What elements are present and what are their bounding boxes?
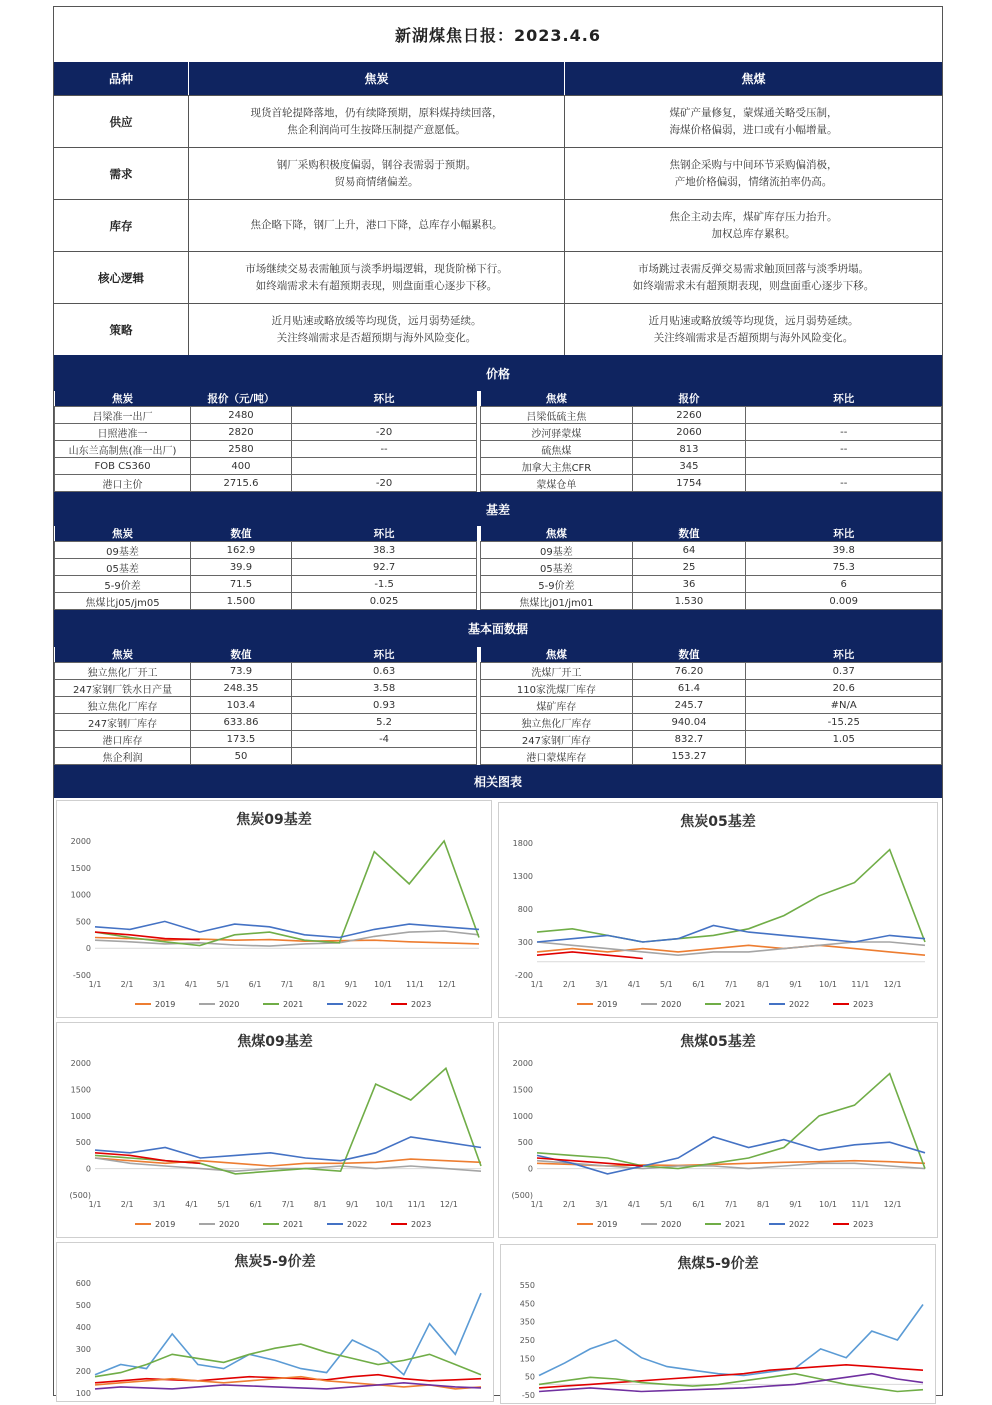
table-row (55, 748, 942, 765)
table-cell: 247家钢厂铁水日产量 (55, 680, 191, 697)
x-tick-label: 12/1 (439, 1200, 458, 1209)
table-row (55, 731, 942, 748)
x-tick-label: 9/1 (344, 980, 358, 989)
table-cell: 港口主价 (55, 475, 191, 492)
series-line (95, 841, 479, 946)
y-tick-label: -500 (72, 971, 91, 980)
table-cell: 吕梁低硫主焦 (481, 407, 632, 424)
basis-header-cell: 焦炭 (55, 526, 191, 542)
fundamentals-header-cell: 数值 (632, 647, 746, 663)
x-tick-label: 5/1 (217, 1200, 231, 1209)
charts-section-title: 相关图表 (54, 765, 942, 798)
basis-header-cell: 环比 (746, 526, 942, 542)
fundamentals-header-cell: 环比 (746, 647, 942, 663)
x-tick-label: 3/1 (595, 1200, 609, 1209)
line-chart (499, 803, 939, 1019)
series-line (95, 1137, 481, 1161)
table-cell: 162.9 (191, 542, 292, 559)
price-table (54, 391, 942, 492)
y-tick-label: 200 (75, 1367, 91, 1376)
table-cell: 洗煤厂开工 (481, 663, 632, 680)
table-cell: 日照港准一 (55, 424, 191, 441)
legend-label: 2019 (155, 1220, 176, 1229)
y-tick-label: 500 (75, 1301, 91, 1310)
y-tick-label: 1500 (70, 1085, 91, 1095)
table-cell: 煤矿库存 (481, 697, 632, 714)
y-tick-label: 0 (85, 944, 91, 954)
legend-label: 2019 (155, 1000, 176, 1009)
y-tick-label: 800 (517, 905, 533, 914)
table-cell: 64 (632, 542, 746, 559)
x-tick-label: 7/1 (281, 1200, 295, 1209)
chart-title: 焦煤5-9价差 (677, 1256, 759, 1272)
x-tick-label: 8/1 (312, 980, 326, 989)
y-tick-label: 1800 (512, 839, 533, 848)
fundamentals-header-cell: 数值 (191, 647, 292, 663)
table-cell: 39.9 (191, 559, 292, 576)
table-cell: 焦企利润 (55, 748, 191, 765)
chart-title: 焦煤09基差 (237, 1034, 313, 1050)
table-cell: 2715.6 (191, 475, 292, 492)
table-cell: 焦煤比j01/jm01 (481, 593, 632, 610)
table-cell (746, 458, 942, 475)
price-section-title: 价格 (54, 355, 942, 391)
y-tick-label: 600 (75, 1279, 91, 1288)
chart-panel (498, 802, 938, 1018)
legend-label: 2023 (411, 1000, 432, 1009)
table-cell: 2820 (191, 424, 292, 441)
summary-row (54, 147, 942, 199)
table-cell: 09基差 (481, 542, 632, 559)
table-cell: 103.4 (191, 697, 292, 714)
y-tick-label: 1500 (70, 863, 91, 873)
table-cell: -4 (291, 731, 476, 748)
table-cell: 3.58 (291, 680, 476, 697)
table-cell: -15.25 (746, 714, 942, 731)
table-cell: 1.05 (746, 731, 942, 748)
x-tick-label: 1/1 (530, 1200, 544, 1209)
fundamentals-header-cell: 环比 (291, 647, 476, 663)
x-tick-label: 1/1 (88, 980, 102, 989)
y-tick-label: 2000 (70, 837, 91, 846)
summary-row-label: 策略 (54, 304, 189, 355)
summary-row (54, 199, 942, 251)
y-tick-label: 350 (519, 1317, 535, 1327)
table-cell (291, 407, 476, 424)
table-row (55, 424, 942, 441)
table-cell: 76.20 (632, 663, 746, 680)
x-tick-label: 11/1 (851, 1200, 870, 1209)
x-tick-label: 6/1 (692, 980, 706, 989)
legend-label: 2019 (597, 1000, 618, 1009)
table-cell: -20 (291, 424, 476, 441)
table-cell: 1.530 (632, 593, 746, 610)
chart-panel (56, 800, 492, 1018)
chart-panel (56, 1022, 494, 1238)
y-tick-label: (500) (69, 1191, 91, 1200)
table-cell: 633.86 (191, 714, 292, 731)
y-tick-label: (500) (511, 1191, 533, 1200)
table-cell: 153.27 (632, 748, 746, 765)
legend-label: 2023 (411, 1220, 432, 1229)
table-cell: FOB CS360 (55, 458, 191, 475)
table-cell: 247家钢厂库存 (481, 731, 632, 748)
table-cell: -1.5 (291, 576, 476, 593)
y-tick-label: 100 (75, 1389, 91, 1398)
y-tick-label: 2000 (512, 1059, 533, 1068)
price-header-cell: 焦炭 (55, 391, 191, 407)
table-row (55, 559, 942, 576)
summary-row-label: 核心逻辑 (54, 252, 189, 303)
x-tick-label: 8/1 (313, 1200, 327, 1209)
y-tick-label: 500 (75, 1138, 91, 1148)
table-cell (746, 407, 942, 424)
y-tick-label: 1000 (70, 890, 91, 900)
table-row (55, 458, 942, 475)
x-tick-label: 10/1 (375, 1200, 394, 1209)
x-tick-label: 8/1 (756, 1200, 770, 1209)
summary-header (54, 62, 942, 95)
price-header-cell: 焦煤 (481, 391, 632, 407)
basis-header-cell: 焦煤 (481, 526, 632, 542)
y-tick-label: 250 (519, 1336, 535, 1345)
x-tick-label: 11/1 (406, 980, 424, 989)
table-cell: 加拿大主焦CFR (481, 458, 632, 475)
series-line (539, 1305, 923, 1376)
legend-label: 2021 (283, 1220, 304, 1229)
legend-label: 2020 (219, 1000, 240, 1009)
table-cell: 5-9价差 (481, 576, 632, 593)
y-tick-label: 1000 (70, 1111, 91, 1121)
table-cell: -- (746, 441, 942, 458)
table-cell: #N/A (746, 697, 942, 714)
table-row (55, 441, 942, 458)
y-tick-label: 50 (524, 1372, 535, 1382)
legend-label: 2021 (725, 1220, 746, 1229)
summary-coal-text: 市场跳过表需反弹交易需求触顶回落与淡季坍塌。 如终端需求未有超预期表现，则盘面重心逐步下移。 (632, 262, 875, 292)
table-cell: 独立焦化厂库存 (481, 714, 632, 731)
y-tick-label: 150 (519, 1354, 535, 1364)
series-line (537, 1074, 925, 1169)
fundamentals-header-cell: 焦炭 (55, 647, 191, 663)
series-line (537, 952, 643, 959)
basis-header-row (55, 526, 942, 542)
x-tick-label: 9/1 (789, 1200, 803, 1209)
basis-section-title: 基差 (54, 492, 942, 526)
table-cell: 940.04 (632, 714, 746, 731)
table-cell: -- (746, 424, 942, 441)
y-tick-label: 2000 (70, 1059, 91, 1068)
basis-header-cell: 环比 (291, 526, 476, 542)
table-cell: 5-9价差 (55, 576, 191, 593)
x-tick-label: 7/1 (724, 1200, 738, 1209)
x-tick-label: 11/1 (851, 980, 870, 989)
x-tick-label: 4/1 (185, 1200, 198, 1209)
table-cell: 20.6 (746, 680, 942, 697)
x-tick-label: 6/1 (692, 1200, 706, 1209)
table-cell: 173.5 (191, 731, 292, 748)
table-row (55, 593, 942, 610)
table-row (55, 714, 942, 731)
x-tick-label: 3/1 (152, 980, 166, 989)
x-tick-label: 1/1 (88, 1200, 102, 1209)
legend-label: 2021 (725, 1000, 746, 1009)
x-tick-label: 2/1 (120, 980, 134, 989)
chart-title: 焦煤05基差 (680, 1034, 756, 1050)
basis-header-cell: 数值 (632, 526, 746, 542)
x-tick-label: 4/1 (627, 980, 641, 989)
x-tick-label: 10/1 (374, 980, 392, 989)
summary-coke-text: 近月贴速或略放缓等均现货，远月弱势延续。 关注终端需求是否超预期与海外风险变化。 (189, 304, 565, 355)
x-tick-label: 12/1 (438, 980, 456, 989)
table-cell: 5.2 (291, 714, 476, 731)
price-header-cell: 环比 (291, 391, 476, 407)
fundamentals-header-cell: 焦煤 (481, 647, 632, 663)
legend-label: 2019 (597, 1220, 618, 1229)
chart-title: 焦炭5-9价差 (234, 1254, 316, 1270)
table-cell: 1754 (632, 475, 746, 492)
table-row (55, 680, 942, 697)
legend-label: 2022 (347, 1220, 368, 1229)
summary-coke-text: 现货首轮提降落地，仍有续降预期，原料煤持续回落， 焦企利润尚可生按降压制提产意愿低。 (189, 96, 565, 147)
basis-table (54, 526, 942, 610)
table-cell: 0.93 (291, 697, 476, 714)
y-tick-label: 550 (519, 1281, 535, 1290)
table-row (55, 697, 942, 714)
summary-row-label: 供应 (54, 96, 189, 147)
table-cell: 0.63 (291, 663, 476, 680)
table-cell: 2480 (191, 407, 292, 424)
price-header-cell: 报价 (632, 391, 746, 407)
chart-panel (56, 1242, 494, 1402)
summary-row-label: 库存 (54, 200, 189, 251)
price-header-cell: 报价（元/吨） (191, 391, 292, 407)
summary-header-coke: 焦炭 (189, 62, 565, 95)
legend-label: 2020 (661, 1000, 682, 1009)
y-tick-label: 450 (519, 1299, 535, 1309)
table-row (55, 576, 942, 593)
table-cell: -20 (291, 475, 476, 492)
x-tick-label: 6/1 (249, 1200, 263, 1209)
table-cell: 36 (632, 576, 746, 593)
legend-label: 2020 (219, 1220, 240, 1229)
x-tick-label: 5/1 (659, 980, 673, 989)
chart-title: 焦炭09基差 (236, 812, 312, 828)
x-tick-label: 10/1 (819, 980, 837, 989)
fundamentals-table (54, 647, 942, 765)
legend-label: 2023 (853, 1220, 874, 1229)
legend-label: 2021 (283, 1000, 304, 1009)
table-cell: 39.8 (746, 542, 942, 559)
report-title: 新湖煤焦日报：2023.4.6 (395, 26, 601, 45)
table-cell: 0.37 (746, 663, 942, 680)
table-cell: 245.7 (632, 697, 746, 714)
report-frame (53, 6, 943, 1400)
summary-coke-text: 焦企略下降，钢厂上升，港口下降，总库存小幅累积。 (189, 200, 565, 251)
charts-area (54, 798, 942, 1400)
table-cell: 0.009 (746, 593, 942, 610)
table-cell: -- (291, 441, 476, 458)
table-cell: 独立焦化厂开工 (55, 663, 191, 680)
table-cell: 沙河驿蒙煤 (481, 424, 632, 441)
x-tick-label: 11/1 (407, 1200, 426, 1209)
y-tick-label: 500 (75, 917, 91, 927)
series-line (537, 942, 925, 955)
x-tick-label: 3/1 (595, 980, 609, 989)
table-cell: 832.7 (632, 731, 746, 748)
table-cell: 248.35 (191, 680, 292, 697)
chart-panel (500, 1244, 936, 1404)
table-cell: 焦煤比j05/jm05 (55, 593, 191, 610)
legend-label: 2022 (347, 1000, 368, 1009)
table-cell: 38.3 (291, 542, 476, 559)
x-tick-label: 2/1 (120, 1200, 134, 1209)
line-chart (499, 1023, 939, 1239)
summary-row (54, 251, 942, 303)
summary-row (54, 95, 942, 147)
x-tick-label: 9/1 (345, 1200, 359, 1209)
x-tick-label: 4/1 (627, 1200, 641, 1209)
table-cell: 110家洗煤厂库存 (481, 680, 632, 697)
price-header-row (55, 391, 942, 407)
basis-header-cell: 数值 (191, 526, 292, 542)
line-chart (57, 801, 493, 1019)
chart-title: 焦炭05基差 (680, 814, 756, 830)
table-cell: 247家钢厂库存 (55, 714, 191, 731)
table-cell: 25 (632, 559, 746, 576)
y-tick-label: -50 (521, 1391, 535, 1400)
line-chart (57, 1023, 495, 1239)
summary-row (54, 303, 942, 355)
x-tick-label: 5/1 (216, 980, 230, 989)
y-tick-label: 0 (85, 1164, 91, 1174)
y-tick-label: -200 (514, 971, 533, 980)
fundamentals-section-title: 基本面数据 (54, 610, 942, 647)
x-tick-label: 10/1 (819, 1200, 837, 1209)
y-tick-label: 400 (75, 1323, 91, 1332)
x-tick-label: 2/1 (562, 980, 576, 989)
x-tick-label: 2/1 (562, 1200, 576, 1209)
table-cell: 2580 (191, 441, 292, 458)
x-tick-label: 12/1 (883, 980, 902, 989)
table-cell: 港口蒙煤库存 (481, 748, 632, 765)
table-cell: 05基差 (55, 559, 191, 576)
table-cell: 吕梁准一出厂 (55, 407, 191, 424)
table-row (55, 407, 942, 424)
y-tick-label: 1300 (512, 872, 533, 881)
table-cell: 71.5 (191, 576, 292, 593)
y-tick-label: 1000 (512, 1111, 533, 1121)
series-line (95, 921, 479, 937)
x-tick-label: 8/1 (756, 980, 770, 989)
summary-coal-text: 煤矿产量修复，蒙煤通关略受压制， 海煤价格偏弱，进口或有小幅增量。 (669, 106, 838, 136)
table-cell: 0.025 (291, 593, 476, 610)
summary-coal-text: 焦钢企采购与中间环节采购偏消极， 产地价格偏弱，情绪流拍率仍高。 (669, 158, 838, 188)
summary-coke-text: 钢厂采购积极度偏弱，钢谷表需弱于预期。 贸易商情绪偏差。 (189, 148, 565, 199)
x-tick-label: 6/1 (248, 980, 262, 989)
y-tick-label: 300 (75, 1345, 91, 1354)
table-row (55, 542, 942, 559)
table-cell (746, 748, 942, 765)
legend-label: 2020 (661, 1220, 682, 1229)
table-cell: 09基差 (55, 542, 191, 559)
table-cell: 61.4 (632, 680, 746, 697)
table-cell (291, 458, 476, 475)
x-tick-label: 4/1 (184, 980, 198, 989)
x-tick-label: 7/1 (280, 980, 294, 989)
table-cell: 75.3 (746, 559, 942, 576)
summary-coke-text: 市场继续交易表需触顶与淡季坍塌逻辑，现货阶梯下行。 如终端需求未有超预期表现，则盘面重心逐步下移。 (189, 252, 565, 303)
legend-label: 2022 (789, 1000, 810, 1009)
table-row (55, 475, 942, 492)
table-cell: 6 (746, 576, 942, 593)
table-cell: 05基差 (481, 559, 632, 576)
x-tick-label: 12/1 (883, 1200, 902, 1209)
table-cell: -- (746, 475, 942, 492)
series-line (95, 931, 479, 946)
y-tick-label: 300 (517, 938, 533, 947)
x-tick-label: 9/1 (789, 980, 803, 989)
fundamentals-header-row (55, 647, 942, 663)
table-cell: 港口库存 (55, 731, 191, 748)
y-tick-label: 0 (527, 1164, 533, 1174)
table-cell: 813 (632, 441, 746, 458)
table-cell: 2060 (632, 424, 746, 441)
table-cell: 独立焦化厂库存 (55, 697, 191, 714)
legend-label: 2023 (853, 1000, 874, 1009)
line-chart (57, 1243, 495, 1403)
x-tick-label: 3/1 (152, 1200, 166, 1209)
summary-header-coal: 焦煤 (741, 72, 766, 86)
y-tick-label: 1500 (512, 1085, 533, 1095)
table-cell: 92.7 (291, 559, 476, 576)
summary-coal-text: 近月贴速或略放缓等均现货，远月弱势延续。 关注终端需求是否超预期与海外风险变化。 (648, 314, 859, 344)
price-header-cell: 环比 (746, 391, 942, 407)
line-chart (501, 1245, 937, 1405)
summary-table (54, 95, 942, 355)
table-row (55, 663, 942, 680)
table-cell: 蒙煤仓单 (481, 475, 632, 492)
table-cell: 345 (632, 458, 746, 475)
table-cell: 2260 (632, 407, 746, 424)
summary-row-label: 需求 (54, 148, 189, 199)
table-cell: 1.500 (191, 593, 292, 610)
x-tick-label: 5/1 (659, 1200, 673, 1209)
table-cell: 73.9 (191, 663, 292, 680)
x-tick-label: 1/1 (530, 980, 544, 989)
table-cell: 山东兰高制焦(准一出厂) (55, 441, 191, 458)
table-cell: 400 (191, 458, 292, 475)
summary-coal-text: 焦企主动去库，煤矿库存压力抬升。 加权总库存累积。 (669, 210, 838, 240)
chart-panel (498, 1022, 938, 1238)
y-tick-label: 500 (517, 1138, 533, 1148)
table-cell: 50 (191, 748, 292, 765)
legend-label: 2022 (789, 1220, 810, 1229)
table-cell (291, 748, 476, 765)
summary-header-variety: 品种 (54, 62, 189, 95)
table-cell: 硫焦煤 (481, 441, 632, 458)
x-tick-label: 7/1 (724, 980, 738, 989)
series-line (95, 1375, 481, 1383)
